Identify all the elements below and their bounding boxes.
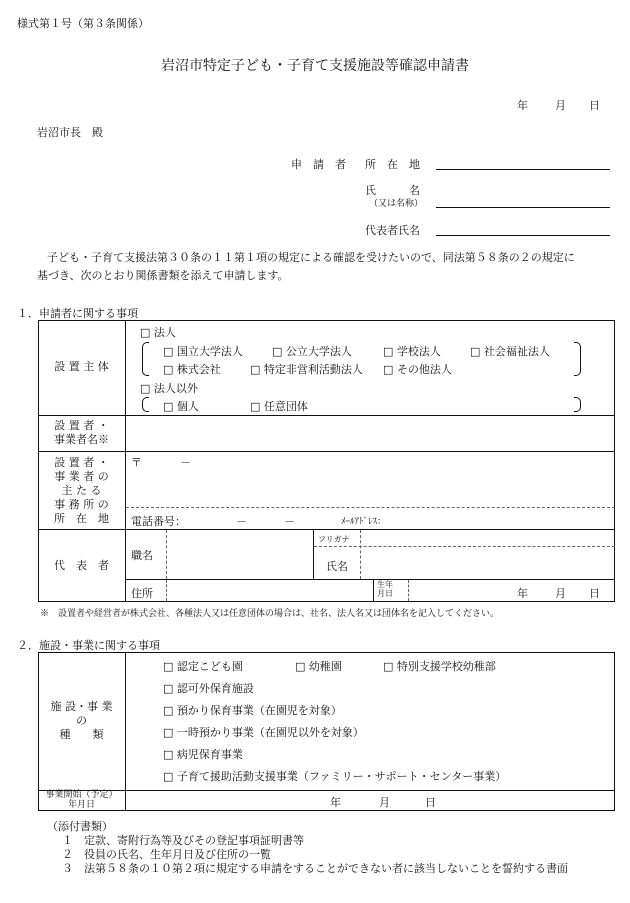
checkbox-company[interactable]: □ 株式会社: [163, 363, 221, 376]
start-year-label: 年: [330, 796, 341, 809]
attachment-item-1: １ 定款、寄附行為等及びその登記事項証明書等: [62, 834, 304, 847]
date-year-label: 年: [517, 99, 528, 112]
job-title-label: 職名: [131, 549, 153, 562]
birthdate-label: 生年 月日: [377, 580, 393, 598]
date-month-label: 月: [555, 99, 566, 112]
date-day-label: 日: [589, 99, 600, 112]
checkbox-corp[interactable]: □ 法人: [140, 326, 176, 339]
form-number: 様式第１号（第３条関係）: [17, 17, 149, 30]
page-title: 岩沼市特定子ども・子育て支援施設等確認申請書: [161, 58, 469, 74]
setting-subject-label: 設 置 主 体: [54, 360, 109, 373]
start-day-label: 日: [425, 796, 436, 809]
rep-name-cell-label: 氏名: [326, 560, 348, 573]
furigana-label: フリガナ: [318, 535, 350, 544]
checkbox-kindergarten[interactable]: □ 幼稚園: [295, 660, 342, 673]
intro-line-2: 基づき、次のとおり関係書類を添えて申請します。: [37, 269, 289, 282]
checkbox-temporary-care[interactable]: □ 預かり保育事業（在園児を対象）: [163, 704, 342, 717]
name-label: 氏 名: [365, 184, 420, 197]
checkbox-national-university[interactable]: □ 国立大学法人: [163, 345, 243, 358]
phone-dash-2: －: [284, 515, 295, 528]
checkbox-school-corp[interactable]: □ 学校法人: [383, 345, 441, 358]
addressee: 岩沼市長 殿: [37, 126, 103, 139]
checkbox-voluntary-group[interactable]: □ 任意団体: [250, 400, 308, 413]
checkbox-public-university[interactable]: □ 公立大学法人: [272, 345, 352, 358]
rep-name-field[interactable]: [436, 235, 610, 236]
checkbox-welfare-corp[interactable]: □ 社会福祉法人: [470, 345, 550, 358]
section2-heading: ２．施設・事業に関する事項: [17, 639, 160, 652]
mail-label: ﾒｰﾙｱﾄﾞﾚｽ：: [341, 517, 387, 527]
section1-note: ※ 設置者や経営者が株式会社、各種法人又は任意団体の場合は、社名、法人名又は団体名を記入してください。: [40, 609, 500, 619]
attachment-item-2: ２ 役員の氏名、生年月日及び住所の一覧: [62, 848, 271, 861]
applicant-label: 申 請 者: [291, 158, 346, 171]
phone-label: 電話番号：: [131, 515, 186, 528]
checkbox-certified-childcare[interactable]: □ 認定こども園: [163, 660, 243, 673]
attachment-item-3: ３ 法第５８条の１０第２項に規定する申請をすることができない者に該当しないことを誓約する書面: [62, 862, 568, 875]
checkbox-special-school[interactable]: □ 特別支援学校幼稚部: [383, 660, 496, 673]
bracket-right-2: [574, 397, 581, 412]
bracket-left: [142, 342, 149, 376]
phone-dash-1: －: [236, 515, 247, 528]
rep-name-label: 代表者氏名: [365, 224, 420, 237]
checkbox-other-corp[interactable]: □ その他法人: [383, 363, 452, 376]
address-field[interactable]: [436, 169, 610, 170]
name-field[interactable]: [436, 207, 610, 208]
checkbox-noncorp[interactable]: □ 法人以外: [140, 382, 198, 395]
checkbox-oneday-care[interactable]: □ 一時預かり事業（在園児以外を対象）: [163, 726, 364, 739]
checkbox-npo[interactable]: □ 特定非営利活動法人: [250, 363, 363, 376]
address-label: 所 在 地: [365, 158, 420, 171]
checkbox-sick-child-care[interactable]: □ 病児保育事業: [163, 748, 243, 761]
rep-address-label: 住所: [131, 587, 153, 600]
checkbox-family-support[interactable]: □ 子育て援助活動支援事業（ファミリー・サポート・センター事業）: [163, 770, 507, 783]
attachments-heading: （添付書類）: [47, 820, 113, 833]
checkbox-individual[interactable]: □ 個人: [163, 400, 199, 413]
birth-month-label: 月: [555, 587, 566, 600]
section1-heading: １．申請者に関する事項: [17, 307, 138, 320]
name-sublabel: （又は名称）: [369, 199, 424, 209]
representative-label: 代 表 者: [54, 559, 109, 572]
postal-mark: 〒: [131, 456, 142, 469]
bracket-right: [574, 342, 581, 376]
start-month-label: 月: [379, 796, 390, 809]
checkbox-unlicensed[interactable]: □ 認可外保育施設: [163, 682, 254, 695]
start-date-label: 事業開始（予定） 年月日: [45, 790, 118, 810]
birth-day-label: 日: [589, 587, 600, 600]
intro-line-1: 子ども・子育て支援法第３０条の１１第１項の規定による確認を受けたいので、同法第５８条の２の規定に: [47, 251, 575, 264]
facility-type-label: 施 設・事 業 の 種 類: [50, 700, 113, 741]
operator-name-label: 設 置 者 ・ 事業者名※: [54, 419, 109, 446]
operator-name-field[interactable]: [126, 416, 614, 450]
postal-dash: －: [180, 456, 191, 469]
bracket-left-2: [142, 397, 149, 412]
office-address-label: 設 置 者 ・ 事 業 者 の 主 た る 事 務 所 の 所 在 地: [54, 456, 109, 525]
office-address-field[interactable]: [126, 466, 614, 506]
birth-year-label: 年: [517, 587, 528, 600]
